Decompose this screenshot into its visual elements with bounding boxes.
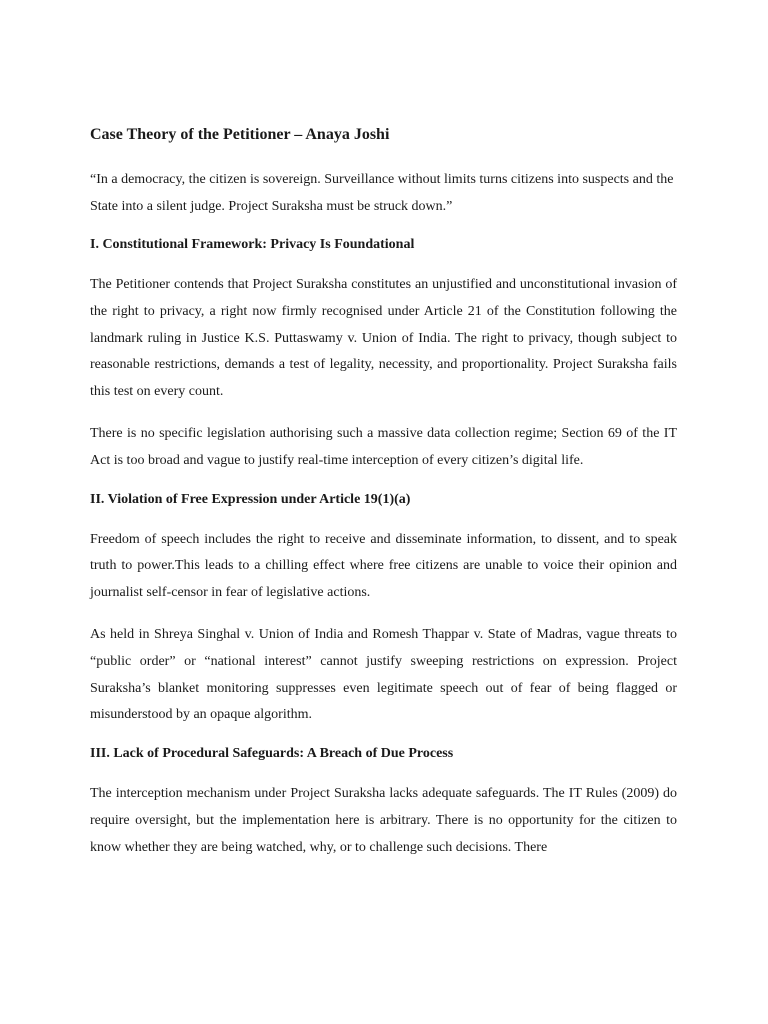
section-heading-3: III. Lack of Procedural Safeguards: A Breach of Due Process: [90, 746, 454, 762]
section-1-paragraph-1: The Petitioner contends that Project Suraksha constitutes an unjustified and unconstitutional invasion of the right to privacy, a right now firmly recognised under Article 21 of the Constitution following the landmark ruling in Justice K.S. Puttaswamy v. Union of India. The right to privacy, though subject to reasonable restrictions, demands a test of legality, necessity, and proportionality. Project Suraksha fails this test on every count.: [90, 277, 677, 400]
section-heading-1: I. Constitutional Framework: Privacy Is Foundational: [90, 237, 415, 252]
document-page: [90, 124, 677, 877]
section-3-paragraph-1: The interception mechanism under Project Suraksha lacks adequate safeguards. The IT Rules (2009) do require oversight, but the implementation here is arbitrary. There is no opportunity for the citizen to know whether they are being watched, why, or to challenge such decisions. There: [90, 786, 677, 855]
section-1-paragraph-2: There is no specific legislation authorising such a massive data collection regime; Section 69 of the IT Act is too broad and vague to justify real-time interception of every citizen’s digital life.: [90, 425, 677, 468]
section-heading-2: II. Violation of Free Expression under Article 19(1)(a): [90, 491, 411, 507]
section-2-paragraph-2: As held in Shreya Singhal v. Union of India and Romesh Thappar v. State of Madras, vague threats to “public order” or “national interest” cannot justify sweeping restrictions on expression. Project Suraksha’s blanket monitoring suppresses even legitimate speech out of fear of being flagged or misunderstood by an opaque algorithm.: [90, 626, 677, 723]
document-title: Case Theory of the Petitioner – Anaya Joshi: [90, 126, 390, 143]
opening-quote: “In a democracy, the citizen is sovereign. Surveillance without limits turns citizens into suspects and the State into a silent judge. Project Suraksha must be struck down.”: [90, 172, 674, 214]
section-2-paragraph-1: Freedom of speech includes the right to receive and disseminate information, to dissent, and to speak truth to power.This leads to a chilling effect where free citizens are unable to voice their opinion and journalist self-censor in fear of legislative actions.: [90, 531, 677, 601]
